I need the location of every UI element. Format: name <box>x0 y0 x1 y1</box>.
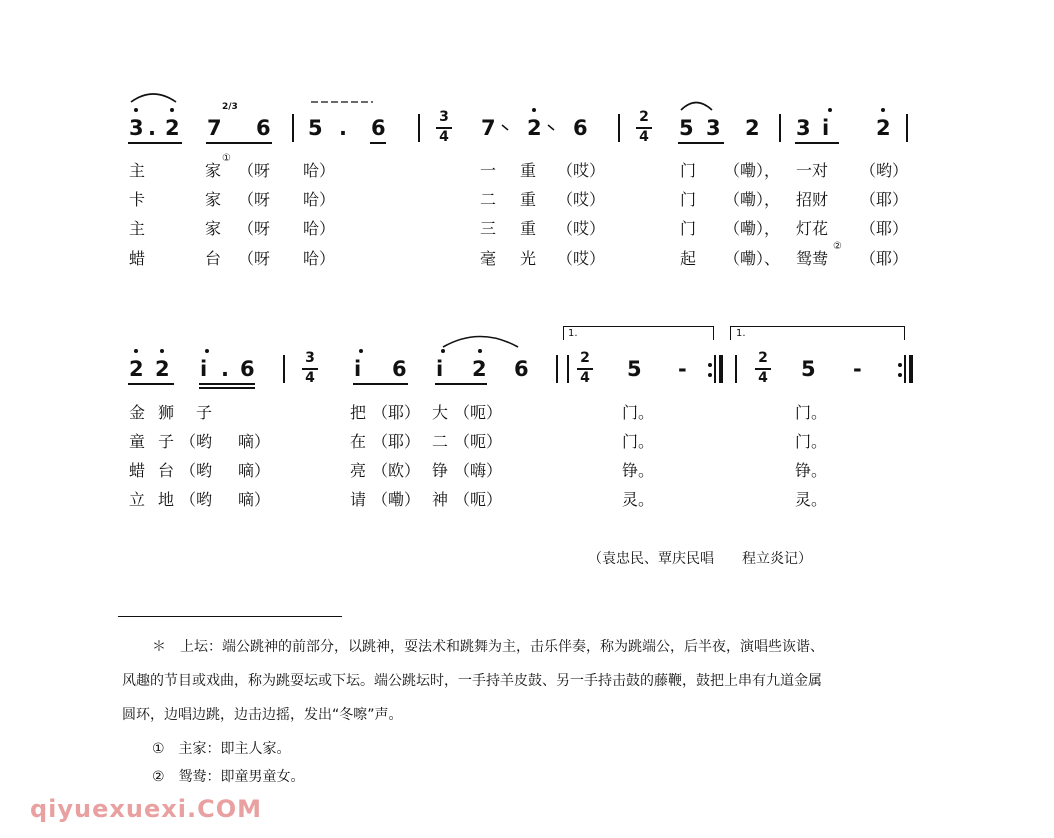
note: 6 <box>573 116 588 140</box>
credit: （袁忠民、覃庆民唱 程立炎记） <box>588 551 812 567</box>
note: 2 <box>472 357 487 381</box>
note-dot: . <box>339 116 347 140</box>
time-signature: 2 4 <box>755 351 771 387</box>
footnote-line: 风趣的节目或戏曲，称为跳耍坛或下坛。端公跳坛时，一手持羊皮鼓、另一手持击鼓的藤鞭，鼓把上串有九道金属 <box>122 673 822 689</box>
note: 7 <box>207 116 222 140</box>
note: 6 <box>240 357 255 381</box>
note: 2 <box>165 116 180 140</box>
time-signature: 3 4 <box>302 351 318 387</box>
time-signature: 3 4 <box>436 110 452 146</box>
note: 3 <box>796 116 811 140</box>
note: 2 <box>527 116 542 140</box>
note: 5 <box>679 116 694 140</box>
note: 2 <box>745 116 760 140</box>
footnote-divider <box>118 616 342 617</box>
time-signature: 2 4 <box>577 351 593 387</box>
note: 7 <box>481 116 496 140</box>
watermark: qiyuexuexi.COM <box>30 795 262 823</box>
note: i <box>354 357 362 381</box>
dash: - <box>678 357 687 381</box>
note: i <box>436 357 444 381</box>
note: 6 <box>392 357 407 381</box>
note: i <box>822 116 830 140</box>
time-signature: 2 4 <box>636 110 652 146</box>
note: 3 <box>129 116 144 140</box>
note: 2 <box>155 357 170 381</box>
note: 6 <box>514 357 529 381</box>
note: 5 <box>308 116 323 140</box>
note: 5 <box>801 357 816 381</box>
footnote-line: ＊ 上坛：端公跳神的前部分，以跳神，耍法术和跳舞为主，击乐伴奏，称为跳端公，后半夜，演唱些诙谐、 <box>152 639 824 655</box>
note: 6 <box>256 116 271 140</box>
note-dot: . <box>221 357 229 381</box>
note: 3 <box>706 116 721 140</box>
footnote-1: ① 主家：即主人家。 <box>152 741 291 757</box>
note: i <box>200 357 208 381</box>
footnote-line: 圆环，边唱边跳，边击边摇，发出“冬嚓”声。 <box>122 707 403 723</box>
note-dot: . <box>148 116 156 140</box>
footnote-2: ② 鸳鸯：即童男童女。 <box>152 769 305 785</box>
note: 5 <box>627 357 642 381</box>
volta-label: 1. <box>568 328 578 339</box>
dash: - <box>853 357 862 381</box>
note: 2 <box>876 116 891 140</box>
volta-label: 1. <box>736 328 746 339</box>
note: 6 <box>371 116 386 140</box>
grace-note: 2/3 <box>222 102 238 112</box>
note: 2 <box>129 357 144 381</box>
